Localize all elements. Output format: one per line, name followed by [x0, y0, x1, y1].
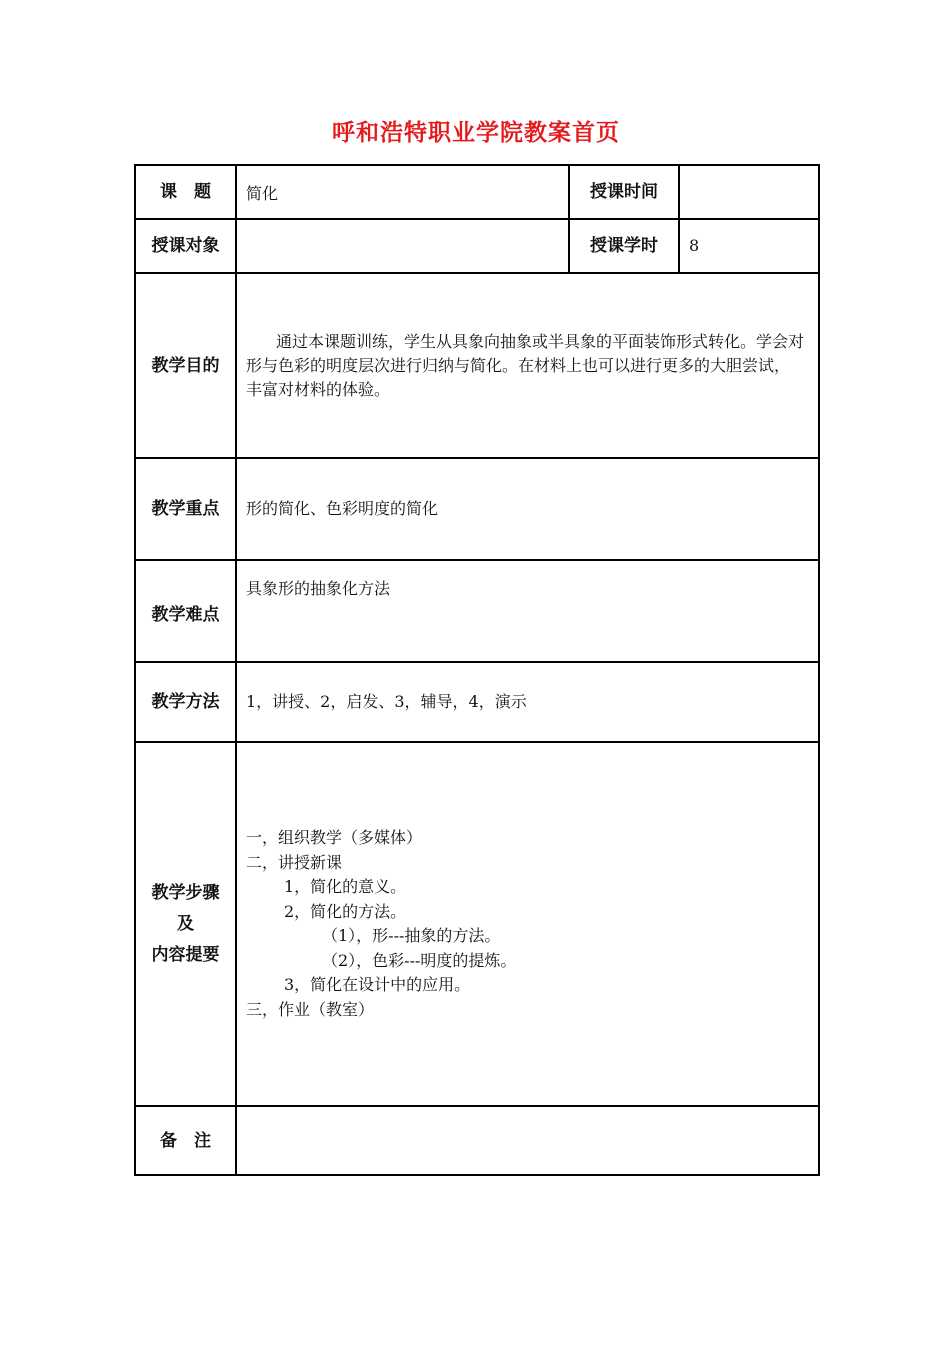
step-line: （2），色彩---明度的提炼。 [322, 950, 517, 970]
step-line: 1，简化的意义。 [284, 877, 407, 896]
step-line: 3，简化在设计中的应用。 [284, 975, 471, 994]
steps-label-line: 内容提要 [151, 944, 220, 965]
row-topic [135, 165, 819, 219]
step-line: （1），形---抽象的方法。 [322, 926, 501, 945]
objective-label: 教学目的 [135, 273, 236, 458]
hours-label: 授课学时 [569, 219, 679, 273]
audience-value [236, 219, 569, 273]
row-key-points [135, 458, 819, 560]
steps-label-line: 及 [177, 913, 194, 934]
step-line: 2，简化的方法。 [284, 901, 407, 921]
row-objective [135, 273, 819, 458]
steps-label [135, 742, 236, 1106]
methods-value: 1，讲授、2，启发、3，辅导，4，演示 [236, 662, 819, 742]
difficulties-value: 具象形的抽象化方法 [236, 560, 819, 662]
lesson-plan-table [134, 164, 820, 1176]
steps-content [236, 742, 819, 1106]
page-title: 呼和浩特职业学院教案首页 [332, 120, 620, 146]
key-points-value: 形的简化、色彩明度的简化 [236, 458, 819, 560]
key-points-label: 教学重点 [135, 458, 236, 560]
objective-value: 通过本课题训练，学生从具象向抽象或半具象的平面装饰形式转化。学会对形与色彩的明度层次进行归纳与简化。在材料上也可以进行更多的大胆尝试，丰富对材料的体验。 [236, 273, 819, 458]
step-line: 一，组织教学（多媒体） [246, 828, 423, 847]
step-line: 三，作业（教室） [246, 999, 375, 1019]
time-value [679, 165, 819, 219]
hours-value: 8 [679, 219, 819, 273]
row-difficulties [135, 560, 819, 662]
steps-label-line: 教学步骤 [151, 882, 220, 903]
row-methods [135, 662, 819, 742]
remarks-value [236, 1106, 819, 1175]
step-line: 二，讲授新课 [246, 852, 343, 872]
row-steps [135, 742, 819, 1106]
row-audience [135, 219, 819, 273]
methods-label: 教学方法 [135, 662, 236, 742]
difficulties-label: 教学难点 [135, 560, 236, 662]
time-label: 授课时间 [569, 165, 679, 219]
topic-label: 课 题 [135, 165, 236, 219]
topic-value: 简化 [236, 165, 569, 219]
row-remarks [135, 1106, 819, 1175]
remarks-label: 备 注 [135, 1106, 236, 1175]
audience-label: 授课对象 [135, 219, 236, 273]
